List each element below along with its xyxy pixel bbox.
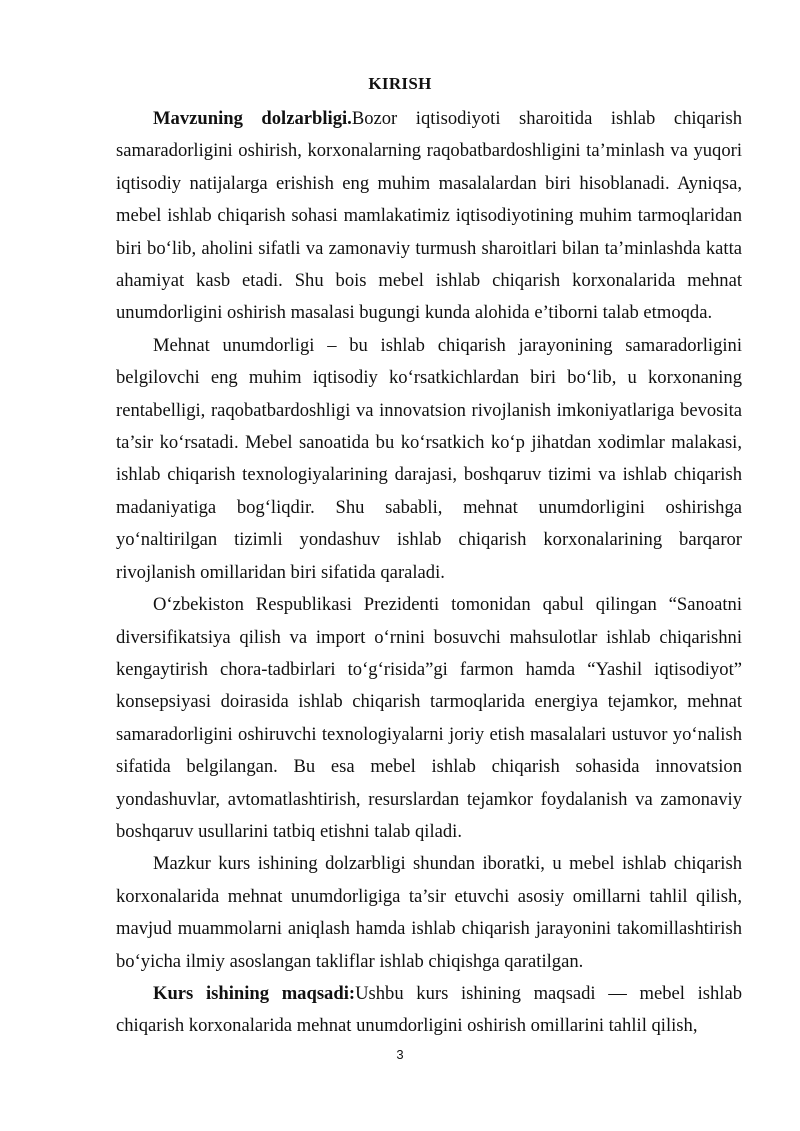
paragraph-text: Bozor iqtisodiyoti sharoitida ishlab chiqarish samaradorligini oshirish, korxonalarning raqobatbardoshligini ta’minlash va yuqori iqtisodiy natijalarga erishish eng muhim masalalardan biri hisoblanadi. Ayniqsa, mebel ishlab chiqarish sohasi mamlakatimiz iqtisodiyotining muhim tarmoqlaridan biri bo‘lib, aholini sifatli va zamonaviy turmush sharoitlari bilan ta’minlashda katta ahamiyat kasb etadi. Shu bois mebel ishlab chiqarish korxonalarida mehnat unumdorligini oshirish masalasi bugungi kunda alohida e’tiborni talab etmoqda. [116,108,742,324]
paragraph-text: O‘zbekiston Respublikasi Prezidenti tomonidan qabul qilingan “Sanoatni diversifikatsiya qilish va import o‘rnini bosuvchi mahsulotlar ishlab chiqarishni kengaytirish chora-tadbirlari to‘g‘risida”gi farmon hamda “Yashil iqtisodiyot” konsepsiyasi doirasida ishlab chiqarish tarmoqlarida energiya tejamkor, mehnat samaradorligini oshiruvchi texnologiyalarni joriy etish masalalari ustuvor yo‘nalish sifatida belgilangan. Bu esa mebel ishlab chiqarish sohasida innovatsion yondashuvlar, avtomatlashtirish, resurslardan tejamkor foydalanish va zamonaviy boshqaruv usullarini tatbiq etishni talab qiladi. [116,594,742,842]
paragraph-text: Mazkur kurs ishining dolzarbligi shundan iboratki, u mebel ishlab chiqarish korxonalarida mehnat unumdorligiga ta’sir etuvchi asosiy omillarni tahlil qilish, mavjud muammolarni aniqlash hamda ishlab chiqarish jarayonini takomillashtirish bo‘yicha ilmiy asoslangan takliflar ishlab chiqishga qaratilgan. [116,853,742,972]
page-title: KIRISH [368,74,432,93]
document-body [116,103,742,1043]
paragraph-coursework-relevance [116,848,742,978]
paragraph-lead: Mavzuning dolzarbligi. [153,108,352,129]
paragraph-decree [116,589,742,848]
paragraph-lead: Kurs ishining maqsadi: [153,982,356,1004]
paragraph-goal [116,978,742,1043]
paragraph-text: Ushbu kurs ishining maqsadi — mebel ishlab chiqarish korxonalarida mehnat unumdorligini oshirish omillarini tahlil qilish, [116,982,742,1037]
paragraph-productivity [116,330,742,589]
paragraph-text: Mehnat unumdorligi – bu ishlab chiqarish jarayonining samaradorligini belgilovchi eng muhim iqtisodiy ko‘rsatkichlardan biri bo‘lib, u korxonaning rentabelligi, raqobatbardoshligi va innovatsion rivojlanish imkoniyatlariga bevosita ta’sir ko‘rsatadi. Mebel sanoatida bu ko‘rsatkich ko‘p jihatdan xodimlar malakasi, ishlab chiqarish texnologiyalarining darajasi, boshqaruv tizimi va ishlab chiqarish madaniyatiga bog‘liqdir. Shu sababli, mehnat unumdorligini oshirishga yo‘naltirilgan tizimli yondashuv ishlab chiqarish korxonalarining barqaror rivojlanish omillaridan biri sifatida qaraladi. [116,334,742,583]
page-number: 3 [396,1047,404,1062]
paragraph-relevance [116,103,742,330]
